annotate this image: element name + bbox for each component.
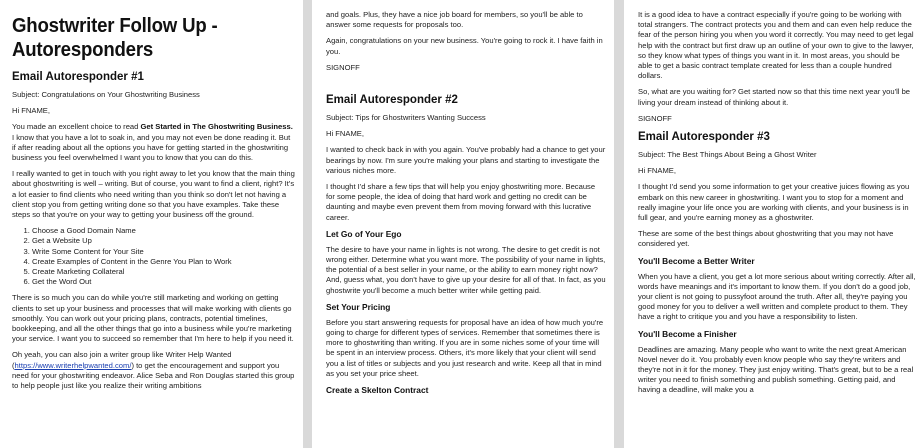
- page-2: [312, 0, 614, 448]
- section-heading-finisher: You'll Become a Finisher: [638, 328, 737, 339]
- autoresponder-3-paragraph-4: Deadlines are amazing. Many people who want to write the next great American Novel never do it. You probably even know people who say they're writers and they're not in it for the money. They just enjoy writing. That's great, but to be a real writer you need to finish something and publish something. Getting paid, and having a deadline, will make you a: [638, 344, 914, 395]
- autoresponder-1-paragraph-4: [12, 350, 295, 391]
- autoresponder-3-subject: Subject: The Best Things About Being a Ghost Writer: [638, 150, 817, 160]
- steps-list: [12, 226, 295, 287]
- document-title: Ghostwriter Follow Up - Autoresponders: [12, 15, 218, 61]
- autoresponder-1-greeting: Hi FNAME,: [12, 106, 50, 116]
- section-heading-contract: Create a Skelton Contract: [326, 385, 429, 396]
- autoresponder-2-paragraph-6: So, what are you waiting for? Get started now so that this time next year you'll be living your dream instead of thinking about it.: [638, 87, 911, 107]
- paragraph-text: You made an excellent choice to read: [12, 122, 141, 132]
- paragraph-text: Oh yeah, you can also join a writer group like Writer Help Wanted (: [12, 350, 232, 370]
- autoresponder-3-paragraph-1: I thought I'd send you some information to get your creative juices flowing as you embark on this new career in ghostwriting. I want you to stop for a moment and really imagine your life once you are working with clients, and your business is in full gear, and you're earning money as a ghostwriter.: [638, 182, 910, 223]
- autoresponder-1-paragraph-2: I really wanted to get in touch with you right away to let you know that the main thing about ghostwriting is well – writing. But of course, you want to find a client, right? It's a lot easier to find clients who need writing than you think so don't let not having a client stop you from getting writing done so that you have examples. Take these steps so that you're on your way to getting your business off the ground.: [12, 169, 295, 220]
- autoresponder-3-heading: Email Autoresponder #3: [638, 131, 770, 144]
- autoresponder-3-paragraph-3: When you have a client, you get a lot more serious about writing correctly. After all, words have meanings and it's important to know them. If you don't do a good job, your client is not going to pussyfoot around the truth. After all, they're paying you good money for you to deliver a well written and complete product to them. They have a right to critique you and you have a responsibility to listen.: [638, 271, 916, 322]
- autoresponder-1-paragraph-5: and goals. Plus, they have a nice job board for members, so you'll be able to answer some requests for proposals too.: [326, 10, 583, 30]
- autoresponder-1-paragraph-1: [12, 122, 295, 163]
- autoresponder-2-subject: Subject: Tips for Ghostwriters Wanting Success: [326, 113, 486, 123]
- paragraph-text: ) to get the encouragement and support you need for your ghostwriting endeavor. Alice Seba and Ron Douglas started this group to help people just like you realize their writing ambitions: [12, 360, 295, 391]
- step-item: 6. Get the Word Out: [32, 277, 295, 287]
- step-item: 2. Get a Website Up: [32, 236, 295, 246]
- autoresponder-1-subject: Subject: Congratulations on Your Ghostwriting Business: [12, 90, 200, 99]
- section-heading-pricing: Set Your Pricing: [326, 301, 391, 312]
- autoresponder-3-paragraph-2: These are some of the best things about ghostwriting that you may not have considered yet.: [638, 229, 894, 249]
- page-3: [624, 0, 924, 448]
- page-1: [0, 0, 303, 448]
- spacer: [326, 79, 606, 93]
- autoresponder-2-paragraph-4: Before you start answering requests for proposal have an idea of how much you're going to charge for different types of services. Remember that sometimes there is more to ghostwriting than writing. If you are in some niches some of your time will be spent in an interview process. Others, it's more likely that your client will send you a list of titles or subjects and you just research and write. Keep all that in mind as you set your price sheet.: [326, 317, 604, 378]
- section-heading-better-writer: You'll Become a Better Writer: [638, 255, 755, 266]
- writer-help-wanted-link[interactable]: https://www.writerhelpwanted.com/: [14, 360, 132, 370]
- autoresponder-2-heading: Email Autoresponder #2: [326, 94, 458, 107]
- autoresponder-1-heading: Email Autoresponder #1: [12, 71, 144, 83]
- autoresponder-2-signoff: SIGNOFF: [638, 113, 672, 123]
- step-item: 1. Choose a Good Domain Name: [32, 226, 295, 236]
- autoresponder-3-greeting: Hi FNAME,: [638, 166, 676, 176]
- paragraph-text: I know that you have a lot to soak in, and you may not even be done reading it. But if after reading about all the options you have for getting started in the ghostwriting business you feel overwhelmed I want you to know that you can do this.: [12, 132, 291, 163]
- autoresponder-1-paragraph-6: Again, congratulations on your new business. You're going to rock it. I have faith in you.: [326, 36, 603, 56]
- autoresponder-2-paragraph-3: The desire to have your name in lights is not wrong. The desire to get credit is not wrong either. Determine what you want more. The possibility of your name in lights, the potential of a best seller in your name, or the ability to earn money right now? And, guess what, you don't have to give up your desire for all of that. In fact, as you ghostwrite you'll become a much better writer while getting paid.: [326, 244, 606, 295]
- section-heading-ego: Let Go of Your Ego: [326, 228, 402, 239]
- autoresponder-2-greeting: Hi FNAME,: [326, 129, 364, 139]
- autoresponder-1-signoff: SIGNOFF: [326, 62, 360, 72]
- autoresponder-2-paragraph-2: I thought I'd share a few tips that will help you enjoy ghostwriting more. Because for some people, the idea of doing that hard work and getting no credit can be daunting and maybe even prevent them from moving forward with this lucrative career.: [326, 182, 596, 222]
- book-title: Get Started in The Ghostwriting Business.: [140, 122, 293, 132]
- step-item: 5. Create Marketing Collateral: [32, 267, 295, 277]
- autoresponder-2-paragraph-1: I wanted to check back in with you again. You've probably had a chance to get your bearings by now. I'm sure you're making your plans and starting to investigate the various niches more.: [326, 145, 606, 175]
- step-item: 3. Write Some Content for Your Site: [32, 247, 295, 257]
- autoresponder-2-paragraph-5: It is a good idea to have a contract especially if you're going to be working with total strangers. The contract protects you and them and can even help reduce the fear of the person hiring you when you word it correctly. You may need to get legal help with the contract but first draw up an outline of your own to give to the lawyer, so they know what types of things you want in it. In most areas, you should be able to get a basic contract template created for less than a couple hundred dollars.: [638, 10, 914, 81]
- autoresponder-1-paragraph-3: There is so much you can do while you're still marketing and working on getting clients to set up your business and processes that will make working with clients go smoothly. You can work out your pricing plans, contracts, potential timelines, bookkeeping, and all the other things that go into a business while you're marketing your service. I want you to succeed so remember that I'm here to help if you need it.: [12, 293, 294, 344]
- step-item: 4. Create Examples of Content in the Genre You Plan to Work: [32, 257, 295, 267]
